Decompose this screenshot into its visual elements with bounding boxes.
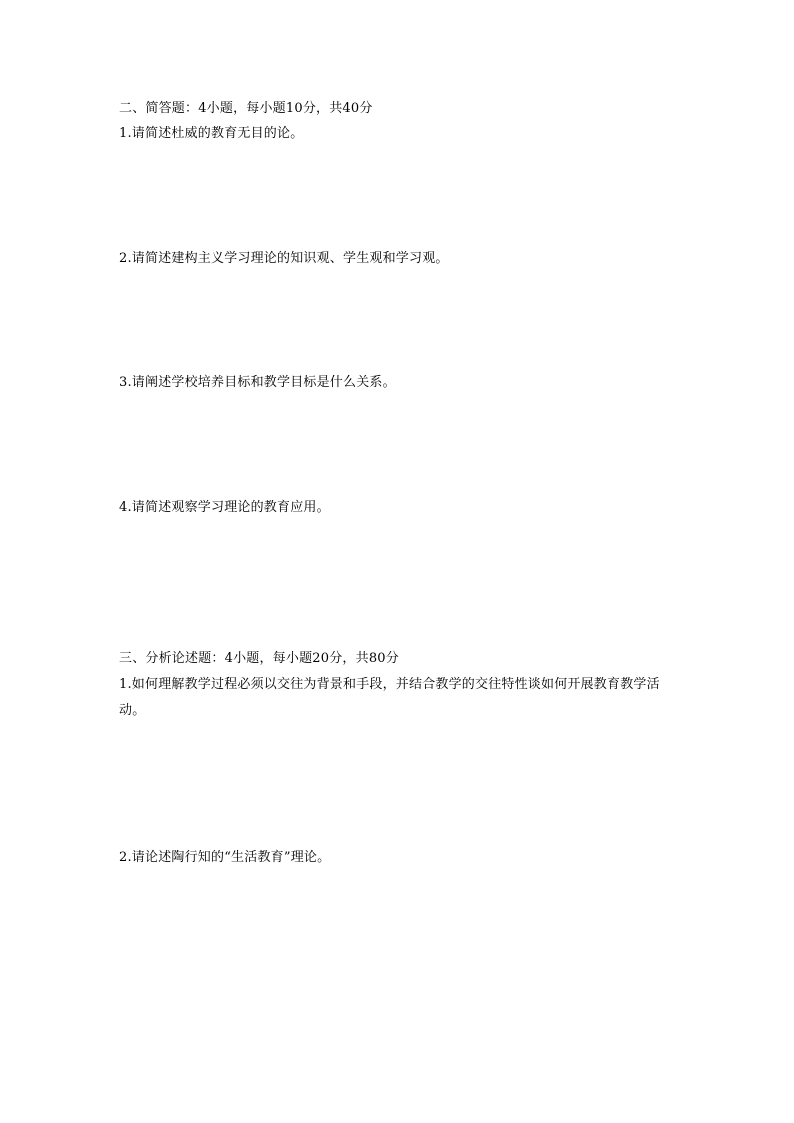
section-2-question-4: 4.请简述观察学习理论的教育应用。 [119,500,330,515]
section-3-question-1: 1.如何理解教学过程必须以交往为背景和手段，并结合教学的交往特性谈如何开展教育教学活动。 [119,677,660,718]
section-3-heading: 三、分析论述题：4小题，每小题20分，共80分 [119,651,399,666]
section-3-question-2: 2.请论述陶行知的“生活教育”理论。 [119,850,331,865]
section-2-heading: 二、简答题：4小题，每小题10分，共40分 [119,101,373,116]
section-2-question-2: 2.请简述建构主义学习理论的知识观、学生观和学习观。 [119,251,449,266]
section-2-question-1: 1.请简述杜威的教育无目的论。 [119,126,304,141]
section-2-question-3: 3.请阐述学校培养目标和教学目标是什么关系。 [119,375,396,390]
